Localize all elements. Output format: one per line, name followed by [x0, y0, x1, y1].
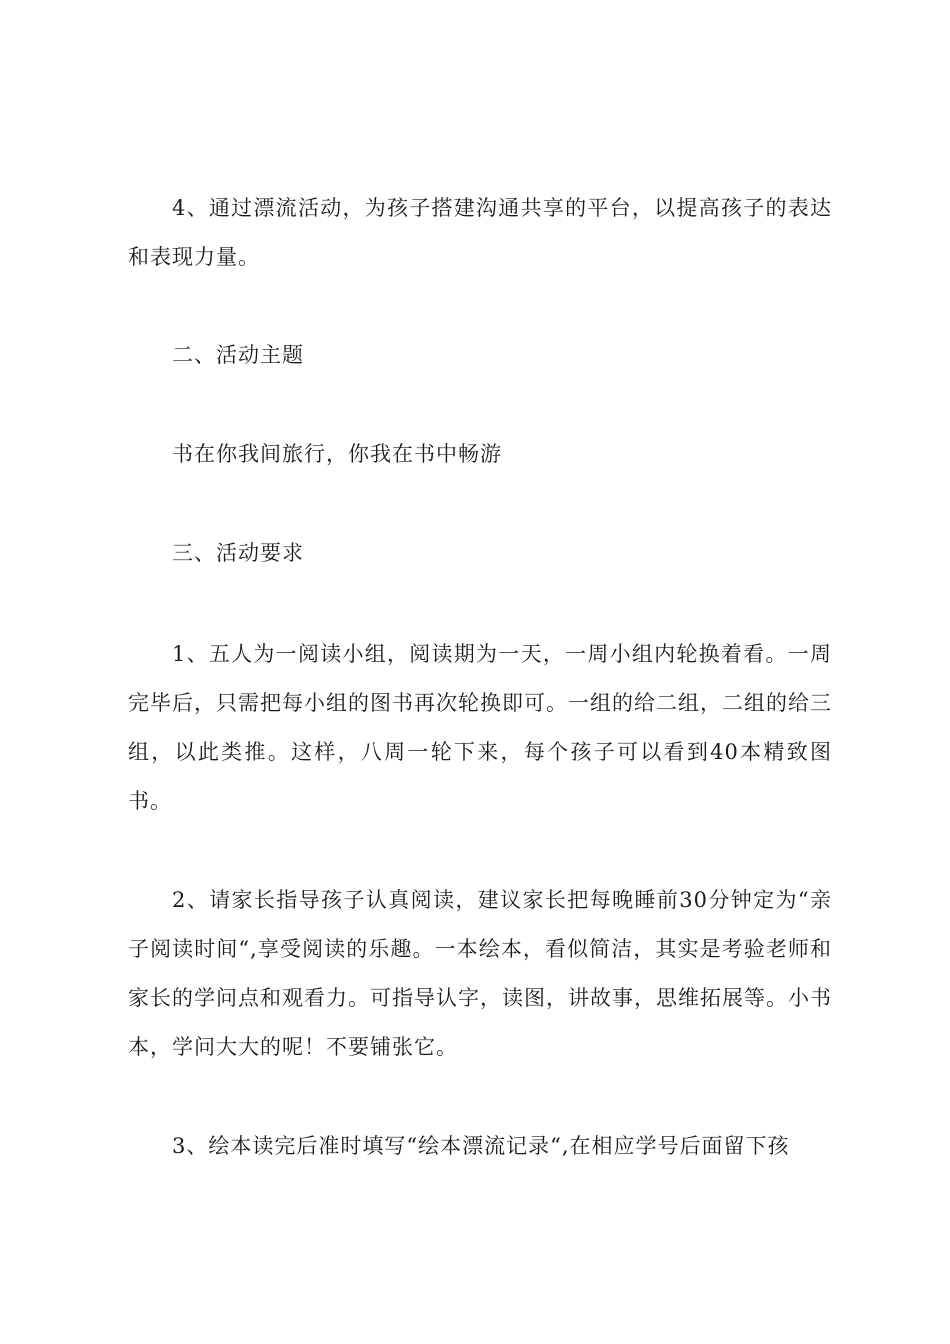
paragraph-goal-4: 4、通过漂流活动，为孩子搭建沟通共享的平台，以提高孩子的表达和表现力量。 [128, 196, 832, 269]
paragraph-requirement-1: 1、五人为一阅读小组，阅读期为一天，一周小组内轮换着看。一周完毕后，只需把每小组的图书再次轮换即可。一组的给二组，二组的给三组，以此类推。这样，八周一轮下来，每个孩子可以看到40本精致图书。 [128, 642, 832, 813]
paragraph-requirement-3: 3、绘本读完后准时填写“绘本漂流记录“,在相应学号后面留下孩 [172, 1134, 790, 1158]
heading-activity-theme: 二、活动主题 [172, 343, 304, 367]
paragraph-theme: 书在你我间旅行，你我在书中畅游 [172, 442, 502, 466]
paragraph-requirement-2: 2、请家长指导孩子认真阅读，建议家长把每晚睡前30分钟定为“亲子阅读时间“,享受阅读的乐趣。一本绘本，看似简洁，其实是考验老师和家长的学问点和观看力。可指导认字，读图，讲故事，思维拓展等。小书本，学问大大的呢！不要铺张它。 [128, 888, 832, 1059]
heading-activity-requirements: 三、活动要求 [172, 541, 304, 565]
